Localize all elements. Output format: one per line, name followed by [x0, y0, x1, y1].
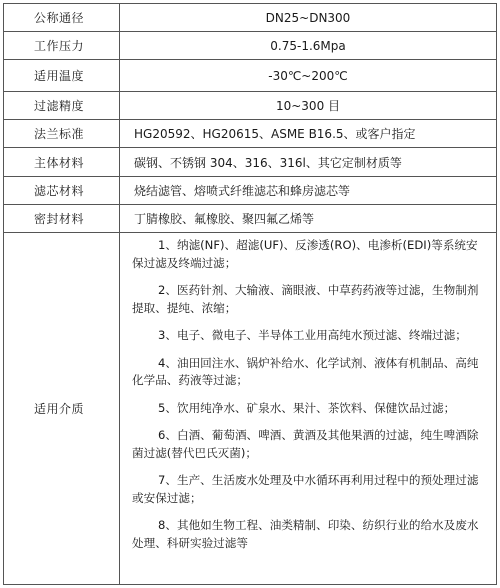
spec-label: 滤芯材料	[4, 177, 120, 204]
spec-label: 公称通径	[4, 4, 120, 31]
spec-table	[3, 3, 497, 585]
spec-row-flange-standard	[4, 120, 496, 148]
spec-label: 主体材料	[4, 148, 120, 176]
spec-value: HG20592、HG20615、ASME B16.5、或客户指定	[134, 127, 416, 141]
media-item: 2、医药针剂、大输液、滴眼液、中草药药液等过滤，生物制剂提取、提纯、浓缩；	[132, 283, 479, 315]
spec-row-temperature	[4, 60, 496, 92]
spec-value: 10~300 目	[275, 99, 341, 113]
media-list	[120, 233, 496, 584]
spec-label: 密封材料	[4, 205, 120, 232]
media-item: 1、纳滤(NF)、超滤(UF)、反渗透(RO)、电渗析(EDI)等系统安保过滤及终端过滤；	[132, 238, 478, 270]
media-item: 3、电子、微电子、半导体工业用高纯水预过滤、终端过滤；	[158, 328, 467, 342]
media-item: 4、油田回注水、锅炉补给水、化学试剂、液体有机制品、高纯化学品、药液等过滤；	[132, 355, 479, 387]
spec-value: 丁腈橡胶、氟橡胶、聚四氟乙烯等	[134, 212, 315, 226]
spec-row-element-material	[4, 177, 496, 205]
spec-row-nominal-diameter	[4, 4, 496, 32]
spec-value: DN25~DN300	[265, 10, 351, 25]
spec-row-applicable-media	[4, 233, 496, 584]
spec-value: 烧结滤管、熔喷式纤维滤芯和蜂房滤芯等	[134, 184, 351, 198]
media-label: 适用介质	[4, 233, 120, 584]
spec-label: 适用温度	[4, 60, 120, 91]
spec-label: 法兰标准	[4, 120, 120, 147]
spec-label: 工作压力	[4, 32, 120, 59]
spec-label: 过滤精度	[4, 92, 120, 119]
spec-value: 碳钢、不锈钢 304、316、316l、其它定制材质等	[134, 155, 402, 170]
spec-value: 0.75-1.6Mpa	[270, 38, 346, 53]
spec-value: -30℃~200℃	[268, 68, 348, 83]
media-item: 8、其他如生物工程、油类精制、印染、纺织行业的给水及废水处理、科研实验过滤等	[132, 518, 479, 550]
media-item: 6、白酒、葡萄酒、啤酒、黄酒及其他果酒的过滤，纯生啤酒除菌过滤(替代巴氏灭菌)；	[132, 428, 479, 460]
media-item: 5、饮用纯净水、矿泉水、果汁、茶饮料、保健饮品过滤；	[158, 400, 456, 415]
spec-row-seal-material	[4, 205, 496, 233]
media-item: 7、生产、生活废水处理及中水循环再利用过程中的预处理过滤或安保过滤；	[132, 473, 479, 505]
spec-row-filter-precision	[4, 92, 496, 120]
spec-row-body-material	[4, 148, 496, 177]
spec-row-working-pressure	[4, 32, 496, 60]
